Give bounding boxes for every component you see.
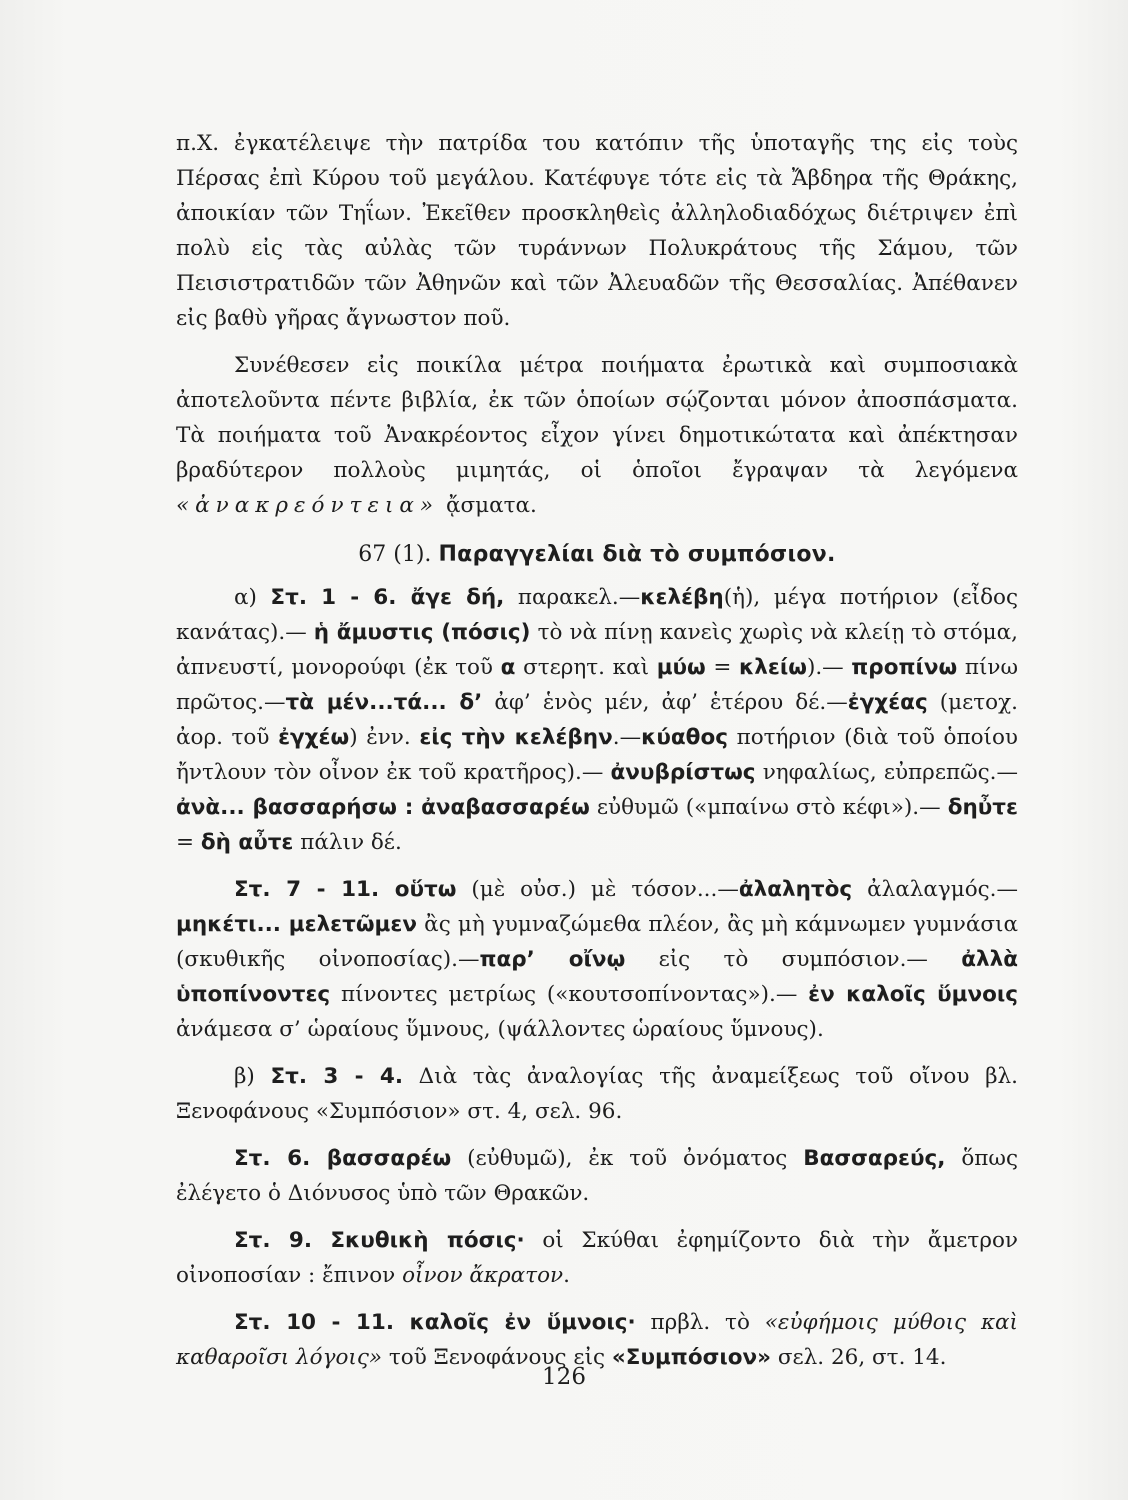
- note-text: οἱ Σκύθαι ἐφημίζοντο διὰ τὴν ἄμετρον οἰνοποσίαν : ἔπινον: [176, 1228, 1018, 1288]
- note-text: πίνοντες μετρίως («κουτσοπίνοντας»).—: [340, 982, 809, 1007]
- lemma: «Συμπόσιον»: [611, 1345, 772, 1370]
- note-text: (μὲ οὐσ.) μὲ τόσον...—: [471, 877, 739, 902]
- note-text: .: [563, 1263, 570, 1288]
- note-text: στερητ. καὶ: [523, 655, 650, 680]
- lemma: Στ. 1 - 6. ἄγε δή,: [270, 585, 505, 610]
- lemma: Στ. 10 - 11. καλοῖς ἐν ὕμνοις·: [234, 1310, 636, 1335]
- commentary-b: [176, 872, 1018, 1047]
- lemma: ἡ ἄμυστις (πόσις): [313, 620, 531, 645]
- note-text: τοῦ Ξενοφάνους εἰς: [388, 1345, 606, 1370]
- note-text: ἀλαλαγμός.—: [867, 877, 1019, 902]
- lemma: Βασσαρεύς,: [803, 1146, 946, 1171]
- note-text: εὐθυμῶ («μπαίνω στὸ κέφι»).—: [596, 795, 948, 820]
- lemma: παρ’ οἴνῳ: [479, 947, 626, 972]
- note-text: (μετοχ. ἀορ. τοῦ: [176, 690, 1018, 750]
- lemma: ἀνυβρίστως: [610, 760, 756, 785]
- lemma: Στ. 7 - 11. οὕτω: [234, 877, 457, 902]
- note-text: νηφαλίως, εὐπρεπῶς.—: [762, 760, 1018, 785]
- lemma: ἀλαλητὸς: [738, 877, 853, 902]
- note-text: =: [713, 655, 732, 680]
- lemma: α: [500, 655, 516, 680]
- lemma: εἰς τὴν κελέβην: [419, 725, 613, 750]
- note-text: .—: [612, 725, 642, 750]
- note-text: (ἡ), μέγα ποτήριον (εἶδος κανάτας).—: [176, 585, 1019, 645]
- lemma: προπίνω: [851, 655, 958, 680]
- lemma: μύω: [656, 655, 706, 680]
- note-text: τὸ νὰ πίνῃ κανεὶς χωρὶς νὰ κλείῃ τὸ στόμα, ἀπνευστί, μονορούφι (ἐκ τοῦ: [176, 620, 1019, 680]
- lemma: δὴ αὖτε: [200, 830, 294, 855]
- lemma: Στ. 9. Σκυθικὴ πόσις·: [234, 1228, 525, 1253]
- note-text: πάλιν δέ.: [300, 830, 402, 855]
- lemma: ἀνὰ... βασσαρήσω : ἀναβασσαρέω: [176, 795, 590, 820]
- second-paragraph-end: ᾄσματα.: [445, 493, 537, 518]
- note-text: =: [176, 830, 195, 855]
- note-text: β): [234, 1064, 255, 1089]
- lemma: μηκέτι... μελετῶμεν: [176, 912, 417, 937]
- lemma: ἀλλὰ ὑποπίνοντες: [176, 947, 1018, 1007]
- quoted-phrase: οἶνον ἄκρατον: [402, 1263, 564, 1288]
- note-text: α): [234, 585, 257, 610]
- text-block: [176, 126, 1018, 1375]
- section-number: 67 (1).: [358, 542, 432, 567]
- quoted-phrase: «εὐφήμοις μύθοις καὶ καθαροῖσι λόγοις»: [176, 1310, 1018, 1370]
- note-text: Διὰ τὰς ἀναλογίας τῆς ἀναμείξεως τοῦ οἴνου βλ. Ξενοφάνους «Συμπόσιον» στ. 4, σελ. 96.: [176, 1064, 1018, 1124]
- lemma: Στ. 3 - 4.: [270, 1064, 403, 1089]
- lemma: κύαθος: [641, 725, 728, 750]
- note-text: παρακελ.—: [517, 585, 641, 610]
- second-paragraph: [176, 348, 1018, 523]
- section-title: Παραγγελίαι διὰ τὸ συμπόσιον.: [438, 542, 836, 567]
- second-paragraph-text: Συνέθεσεν εἰς ποικίλα μέτρα ποιήματα ἐρωτικὰ καὶ συμποσιακὰ ἀποτελοῦντα πέντε βιβλία, ἐκ τῶν ὁποίων σῴζονται μόνον ἀποσπάσματα. Τὰ ποιήματα τοῦ Ἀνακρέοντος εἶχον γίνει δημοτικώτατα καὶ ἀπέκτησαν βραδύτερον πολλοὺς μιμητάς, οἱ ὁποῖοι ἔγραψαν τὰ λεγόμενα: [176, 353, 1018, 483]
- intro-paragraph: π.Χ. ἐγκατέλειψε τὴν πατρίδα του κατόπιν τῆς ὑποταγῆς της εἰς τοὺς Πέρσας ἐπὶ Κύρου τοῦ μεγάλου. Κατέφυγε τότε εἰς τὰ Ἄβδηρα τῆς Θράκης, ἀποικίαν τῶν Τηΐων. Ἐκεῖθεν προσκληθεὶς ἀλληλοδιαδόχως διέτριψεν ἐπὶ πολὺ εἰς τὰς αὐλὰς τῶν τυράννων Πολυκράτους τῆς Σάμου, τῶν Πεισιστρατιδῶν τῶν Ἀθηνῶν καὶ τῶν Ἀλευαδῶν τῆς Θεσσαλίας. Ἀπέθανεν εἰς βαθὺ γῆρας ἄγνωστον ποῦ.: [176, 131, 1018, 331]
- commentary-a: [176, 580, 1018, 860]
- note-text: εἰς τὸ συμπόσιον.—: [658, 947, 962, 972]
- lemma: Στ. 6. βασσαρέω: [234, 1146, 452, 1171]
- section-heading: [176, 537, 1018, 572]
- note-text: ) ἐνν.: [349, 725, 411, 750]
- lemma: κλείω: [739, 655, 807, 680]
- anacreontea-term: «ἀνακρεόντεια»: [176, 493, 440, 518]
- note-text: ἂς μὴ γυμναζώμεθα πλέον, ἂς μὴ κάμνωμεν γυμνάσια (σκυθικῆς οἰνοποσίας).—: [176, 912, 1018, 972]
- lemma: τὰ μέν...τά... δ’: [285, 690, 483, 715]
- lemma: ἐγχέας: [847, 690, 928, 715]
- note-text: ἀφ’ ἑνὸς μέν, ἀφ’ ἑτέρου δέ.—: [494, 690, 848, 715]
- note-text: ποτήριον (διὰ τοῦ ὁποίου ἤντλουν τὸν οἶνον ἐκ τοῦ κρατῆρος).—: [176, 725, 1018, 785]
- lemma: ἐν καλοῖς ὕμνοις: [808, 982, 1018, 1007]
- commentary-d: [176, 1141, 1018, 1211]
- note-text: ἀνάμεσα σ’ ὡραίους ὕμνους, (ψάλλοντες ὡραίους ὕμνους).: [176, 1017, 824, 1042]
- lemma: κελέβη: [640, 585, 724, 610]
- note-text: πρβλ. τὸ: [650, 1310, 750, 1335]
- note-text: (εὐθυμῶ), ἐκ τοῦ ὀνόματος: [467, 1146, 788, 1171]
- note-text: σελ. 26, στ. 14.: [777, 1345, 947, 1370]
- note-text: ὅπως ἐλέγετο ὁ Διόνυσος ὑπὸ τῶν Θρακῶν.: [176, 1146, 1018, 1206]
- lemma: ἐγχέω: [278, 725, 350, 750]
- commentary-e: [176, 1223, 1018, 1293]
- commentary-c: [176, 1059, 1018, 1129]
- note-text: πίνω πρῶτος.—: [176, 655, 1018, 715]
- lemma: δηὖτε: [947, 795, 1018, 820]
- note-text: ).—: [806, 655, 852, 680]
- page-number: 126: [542, 1364, 586, 1390]
